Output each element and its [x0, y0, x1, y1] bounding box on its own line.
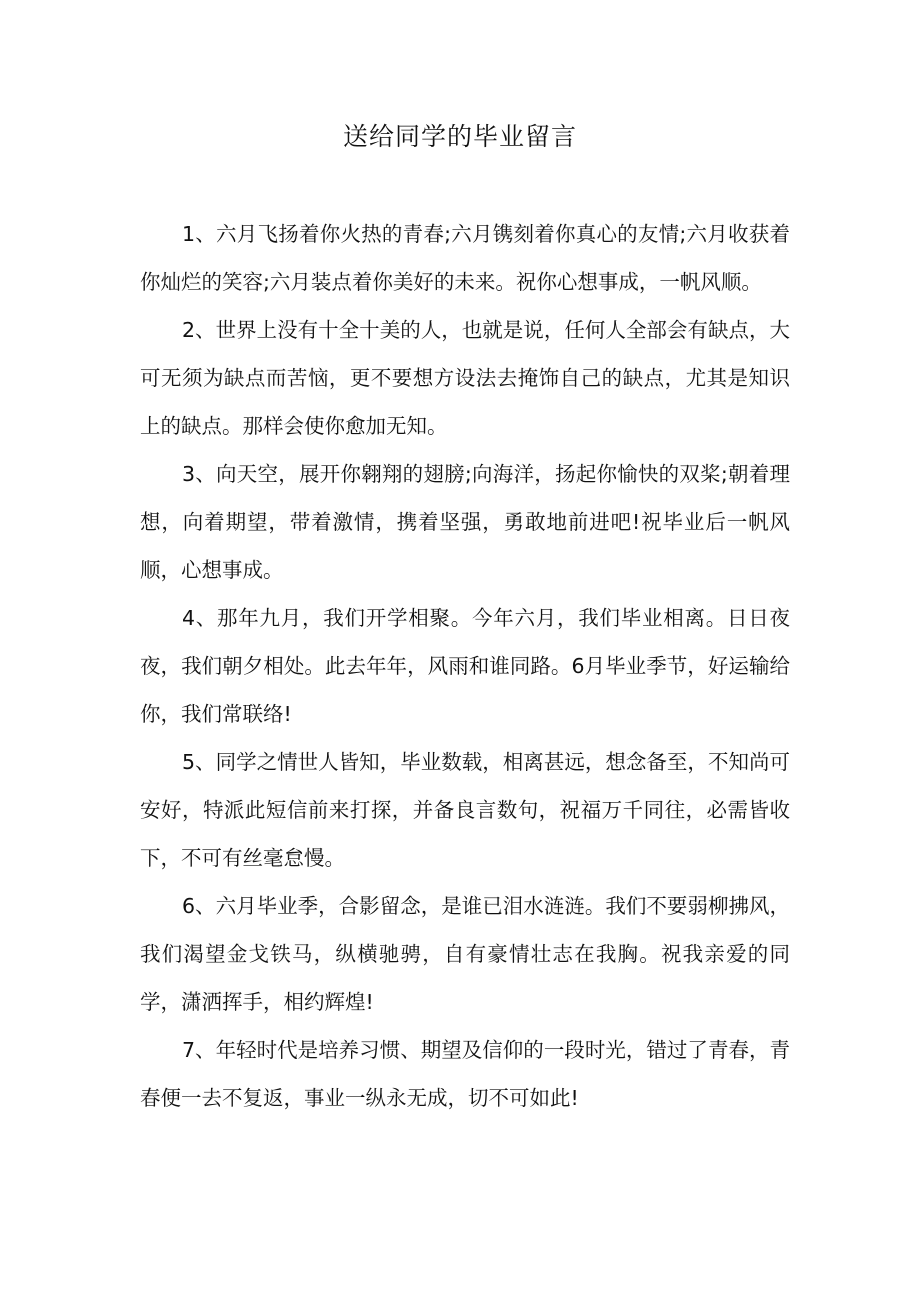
paragraph-4: 4、那年九月，我们开学相聚。今年六月，我们毕业相离。日日夜夜，我们朝夕相处。此去年年，风雨和谁同路。6月毕业季节，好运输给你，我们常联络!	[140, 606, 790, 726]
paragraph-2: 2、世界上没有十全十美的人，也就是说，任何人全部会有缺点，大可无须为缺点而苦恼，更不要想方设法去掩饰自己的缺点，尤其是知识上的缺点。那样会使你愈加无知。	[140, 318, 790, 438]
paragraph-1: 1、六月飞扬着你火热的青春;六月镌刻着你真心的友情;六月收获着你灿烂的笑容;六月装点着你美好的未来。祝你心想事成，一帆风顺。	[140, 222, 790, 294]
paragraph-7: 7、年轻时代是培养习惯、期望及信仰的一段时光，错过了青春，青春便一去不复返，事业一纵永无成，切不可如此!	[140, 1038, 790, 1110]
paragraph-5: 5、同学之情世人皆知，毕业数载，相离甚远，想念备至，不知尚可安好，特派此短信前来打探，并备良言数句，祝福万千同往，必需皆收下，不可有丝毫怠慢。	[140, 750, 790, 870]
paragraph-3: 3、向天空，展开你翱翔的翅膀;向海洋，扬起你愉快的双桨;朝着理想，向着期望，带着激情，携着坚强，勇敢地前进吧!祝毕业后一帆风顺，心想事成。	[140, 462, 790, 582]
document-body	[140, 210, 790, 1122]
paragraph-6: 6、六月毕业季，合影留念，是谁已泪水涟涟。我们不要弱柳拂风，我们渴望金戈铁马，纵横驰骋，自有豪情壮志在我胸。祝我亲爱的同学，潇洒挥手，相约辉煌!	[140, 894, 790, 1014]
document-title: 送给同学的毕业留言	[342, 122, 577, 151]
